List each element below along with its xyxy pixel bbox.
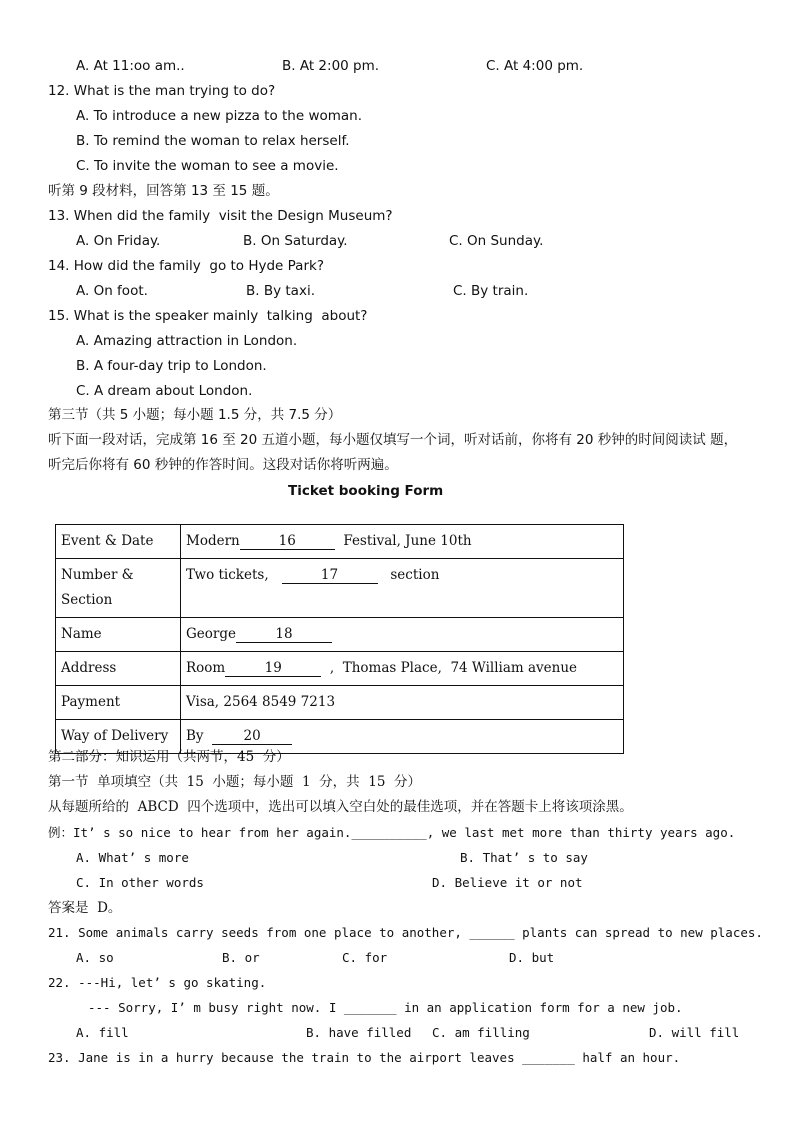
blank-19: 19 — [225, 660, 321, 677]
q12-option-a: A. To introduce a new pizza to the woman. — [76, 108, 363, 124]
blank-18: 18 — [236, 626, 332, 643]
part2-instructions: 从每题所给的 ABCD 四个选项中，选出可以填入空白处的最佳选项，并在答题卡上将该项涂黑。 — [48, 799, 633, 815]
form-value-suffix: Festival, June 10th — [334, 533, 472, 549]
form-value — [181, 525, 624, 559]
form-value: Visa, 2564 8549 7213 — [181, 686, 624, 720]
form-row-payment — [56, 686, 624, 720]
form-value — [181, 618, 624, 652]
blank-17: 17 — [282, 567, 378, 584]
q14-option-c: C. By train. — [453, 283, 529, 299]
q13-option-b: B. On Saturday. — [243, 233, 348, 249]
q13-option-a: A. On Friday. — [76, 233, 161, 249]
form-title: Ticket booking Form — [288, 483, 444, 499]
example-option-d: D. Believe it or not — [432, 875, 583, 890]
form-label: Address — [56, 652, 181, 686]
q22-option-d: D. will fill — [649, 1025, 740, 1040]
form-value-suffix: section — [377, 567, 440, 583]
example-answer: 答案是 D。 — [48, 900, 122, 916]
q13-option-c: C. On Sunday. — [449, 233, 544, 249]
q11-option-a: A. At 11:oo am.. — [76, 58, 185, 74]
form-value-prefix: Room — [186, 660, 226, 676]
q22-option-c: C. am filling — [432, 1025, 530, 1040]
form-value-prefix: By — [186, 728, 213, 744]
q22-option-b: B. have filled — [306, 1025, 412, 1040]
form-value-suffix: , Thomas Place, 74 William avenue — [321, 660, 578, 676]
form-label: Event & Date — [56, 525, 181, 559]
form-row-name — [56, 618, 624, 652]
q15-option-a: A. Amazing attraction in London. — [76, 333, 298, 349]
q21-option-b: B. or — [222, 950, 260, 965]
part2-section1-header: 第一节 单项填空（共 15 小题；每小题 1 分，共 15 分） — [48, 774, 422, 790]
form-value-prefix: Two tickets, — [186, 567, 282, 583]
q22-line2: --- Sorry, I’ m busy right now. I _______ in an application form for a new job. — [88, 1000, 683, 1015]
q15-option-b: B. A four-day trip to London. — [76, 358, 267, 374]
part3-instructions-line2: 听完后你将有 60 秒钟的作答时间。这段对话你将听两遍。 — [48, 457, 398, 473]
section9-intro: 听第 9 段材料，回答第 13 至 15 题。 — [48, 183, 279, 199]
q14-option-a: A. On foot. — [76, 283, 148, 299]
form-label: Name — [56, 618, 181, 652]
form-row-number-section — [56, 559, 624, 618]
form-label-line2: Section — [61, 592, 113, 608]
q11-option-b: B. At 2:00 pm. — [282, 58, 380, 74]
blank-16: 16 — [240, 533, 335, 550]
form-label — [56, 559, 181, 618]
form-label-line1: Number & — [61, 567, 134, 583]
q13-stem: 13. When did the family visit the Design Museum? — [48, 208, 393, 224]
form-value — [181, 652, 624, 686]
q15-stem: 15. What is the speaker mainly talking about? — [48, 308, 368, 324]
form-value-prefix: Modern — [186, 533, 240, 549]
q22-option-a: A. fill — [76, 1025, 129, 1040]
example-option-c: C. In other words — [76, 875, 204, 890]
q11-option-c: C. At 4:00 pm. — [486, 58, 584, 74]
q21-stem: 21. Some animals carry seeds from one place to another, ______ plants can spread to new places. — [48, 925, 763, 940]
form-label: Way of Delivery — [56, 720, 181, 754]
q14-option-b: B. By taxi. — [246, 283, 315, 299]
q22-line1: 22. ---Hi, let’ s go skating. — [48, 975, 267, 990]
example-option-b: B. That’ s to say — [460, 850, 588, 865]
q12-option-b: B. To remind the woman to relax herself. — [76, 133, 350, 149]
q15-option-c: C. A dream about London. — [76, 383, 253, 399]
example-option-a: A. What’ s more — [76, 850, 189, 865]
q14-stem: 14. How did the family go to Hyde Park? — [48, 258, 324, 274]
blank-20: 20 — [212, 728, 292, 745]
q21-option-d: D. but — [509, 950, 555, 965]
form-value-prefix: George — [186, 626, 236, 642]
part3-instructions-line1: 听下面一段对话，完成第 16 至 20 五道小题，每小题仅填写一个词，听对话前，你将有 20 秒钟的时间阅读试 题， — [48, 432, 738, 448]
part2-header: 第二部分：知识运用（共两节，45 分） — [48, 749, 290, 765]
q12-option-c: C. To invite the woman to see a movie. — [76, 158, 339, 174]
ticket-booking-form — [55, 524, 624, 754]
q21-option-a: A. so — [76, 950, 114, 965]
form-value — [181, 559, 624, 618]
form-row-event — [56, 525, 624, 559]
q21-option-c: C. for — [342, 950, 388, 965]
form-row-address — [56, 652, 624, 686]
example-stem: 例：It’ s so nice to hear from her again.__________, we last met more than thirty years ago. — [48, 825, 736, 840]
form-label: Payment — [56, 686, 181, 720]
part3-header: 第三节（共 5 小题；每小题 1.5 分，共 7.5 分） — [48, 407, 342, 423]
q12-stem: 12. What is the man trying to do? — [48, 83, 276, 99]
q23-stem: 23. Jane is in a hurry because the train to the airport leaves _______ half an hour. — [48, 1050, 681, 1065]
